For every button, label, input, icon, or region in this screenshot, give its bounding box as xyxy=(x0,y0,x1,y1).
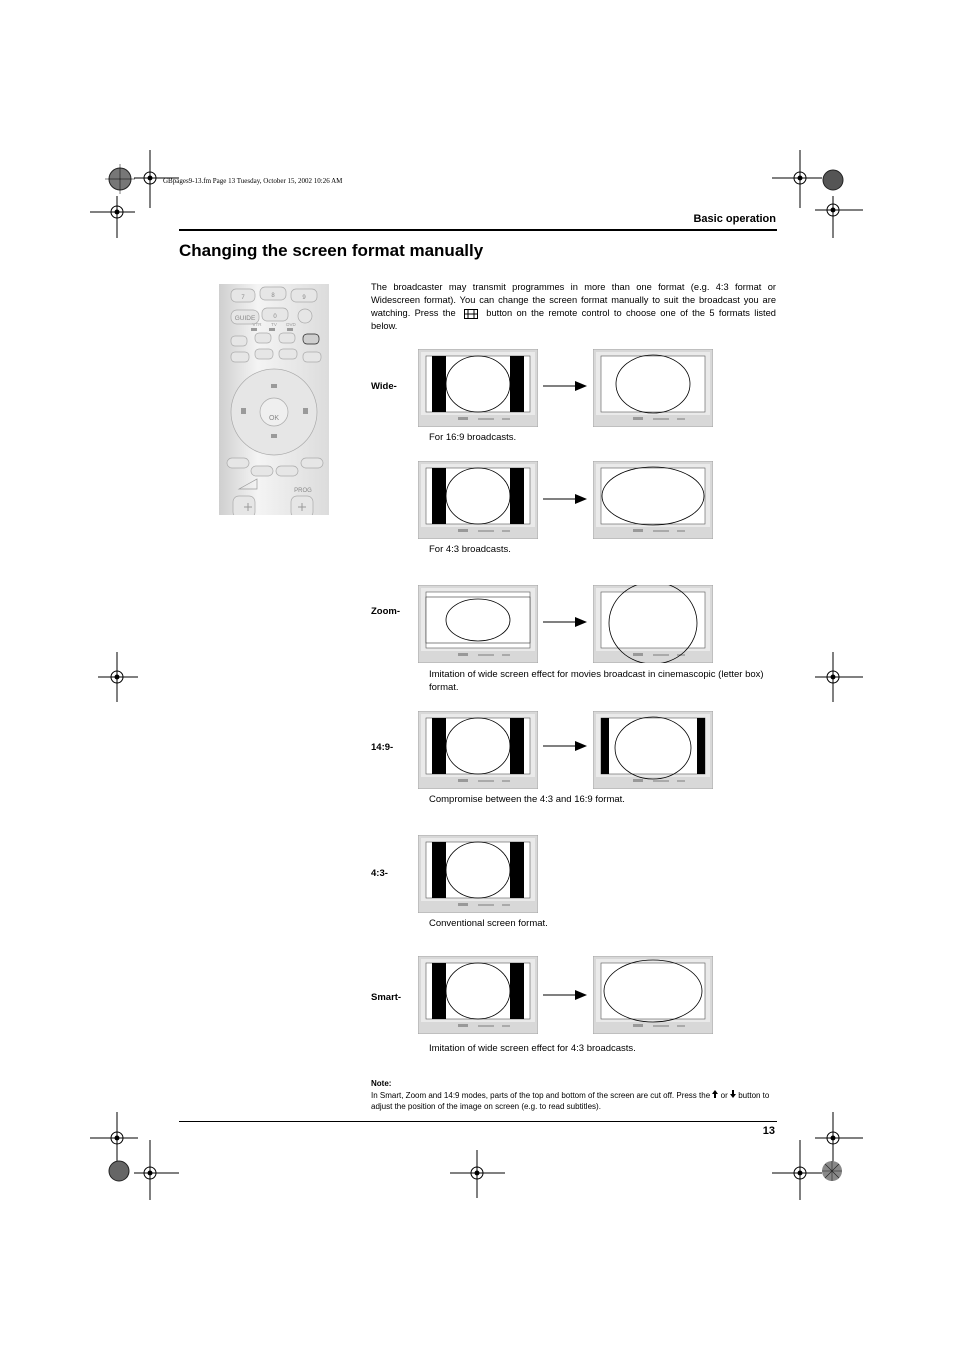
intro-text-2: button on the remote control to choose one of the 5 formats listed below. xyxy=(371,308,776,331)
format-label-zoom: Zoom- xyxy=(371,606,401,617)
remote-key-0: 0 xyxy=(273,314,277,320)
caption-smart: Imitation of wide screen effect for 4:3 broadcasts. xyxy=(429,1043,636,1054)
note-text-2: or xyxy=(720,1091,728,1100)
tv-after-14-9 xyxy=(593,711,713,789)
note-text xyxy=(371,1090,777,1112)
down-arrow-icon xyxy=(730,1090,736,1098)
remote-ok-label: OK xyxy=(268,415,280,422)
tv-before-zoom xyxy=(418,585,538,663)
arrow-right-icon xyxy=(543,381,587,391)
remote-label-tv: TV xyxy=(271,322,277,327)
caption-wide-4-3: For 4:3 broadcasts. xyxy=(429,544,511,555)
registration-mark-icon xyxy=(815,652,865,702)
format-label-smart: Smart- xyxy=(371,992,402,1003)
tv-4-3 xyxy=(418,835,538,913)
caption-14-9: Compromise between the 4:3 and 16:9 format. xyxy=(429,794,625,805)
note-heading: Note: xyxy=(371,1079,392,1088)
registration-mark-icon xyxy=(815,1155,850,1190)
caption-zoom: Imitation of wide screen effect for movies broadcast in cinemascopic (letter box) format. xyxy=(429,669,764,693)
remote-key-guide: GUIDE xyxy=(234,315,256,322)
format-label-wide: Wide- xyxy=(371,381,397,392)
intro-paragraph xyxy=(371,281,776,333)
registration-mark-icon xyxy=(90,194,140,239)
page-title: Changing the screen format manually xyxy=(179,241,484,260)
remote-label-vtr: VTR xyxy=(252,322,262,327)
format-label-14-9: 14:9- xyxy=(371,742,394,753)
caption-wide-16-9: For 16:9 broadcasts. xyxy=(429,432,517,443)
format-label-4-3: 4:3- xyxy=(371,868,388,879)
remote-prog-label: PROG xyxy=(294,488,312,494)
up-arrow-icon xyxy=(712,1090,718,1098)
file-header: GBpages9-13.fm Page 13 Tuesday, October 15, 2002 10:26 AM xyxy=(163,177,343,185)
registration-mark-icon xyxy=(134,1140,184,1205)
remote-key-7: 7 xyxy=(241,295,245,301)
tv-before-wide-4-3 xyxy=(418,461,538,539)
remote-control-illustration xyxy=(219,284,329,515)
arrow-right-icon xyxy=(543,494,587,504)
remote-key-8: 8 xyxy=(271,293,275,299)
tv-after-zoom xyxy=(593,585,713,663)
registration-mark-icon xyxy=(450,1150,505,1200)
registration-mark-icon xyxy=(101,1155,136,1190)
tv-after-wide-4-3 xyxy=(593,461,713,539)
intro-text-1: The broadcaster may transmit programmes in more than one format (e.g. 4:3 format or Widescreen format). You can change the screen format manually to suit the broadcast you are watching. Press the xyxy=(371,282,776,318)
tv-before-wide-16-9 xyxy=(418,349,538,427)
arrow-right-icon xyxy=(543,990,587,1000)
tv-before-14-9 xyxy=(418,711,538,789)
page-number: 13 xyxy=(762,1125,775,1137)
remote-key-9: 9 xyxy=(302,295,306,301)
footer-rule xyxy=(179,1121,777,1122)
remote-label-dvd: DVD xyxy=(286,322,296,327)
note-text-3: button to adjust the position of the image on screen (e.g. to read subtitles). xyxy=(371,1091,770,1111)
arrow-right-icon xyxy=(543,617,587,627)
caption-4-3: Conventional screen format. xyxy=(429,918,548,929)
tv-before-smart xyxy=(418,956,538,1034)
registration-mark-icon xyxy=(98,652,138,702)
registration-mark-icon xyxy=(815,196,865,241)
registration-mark-icon xyxy=(815,162,850,197)
screen-format-button-icon xyxy=(464,309,478,319)
section-header: Basic operation xyxy=(693,213,776,225)
arrow-right-icon xyxy=(543,741,587,751)
note-text-1: In Smart, Zoom and 14:9 modes, parts of the top and bottom of the screen are cut off. Press the xyxy=(371,1091,711,1100)
tv-after-wide-16-9 xyxy=(593,349,713,427)
tv-after-smart xyxy=(593,956,713,1034)
header-rule xyxy=(179,229,777,231)
